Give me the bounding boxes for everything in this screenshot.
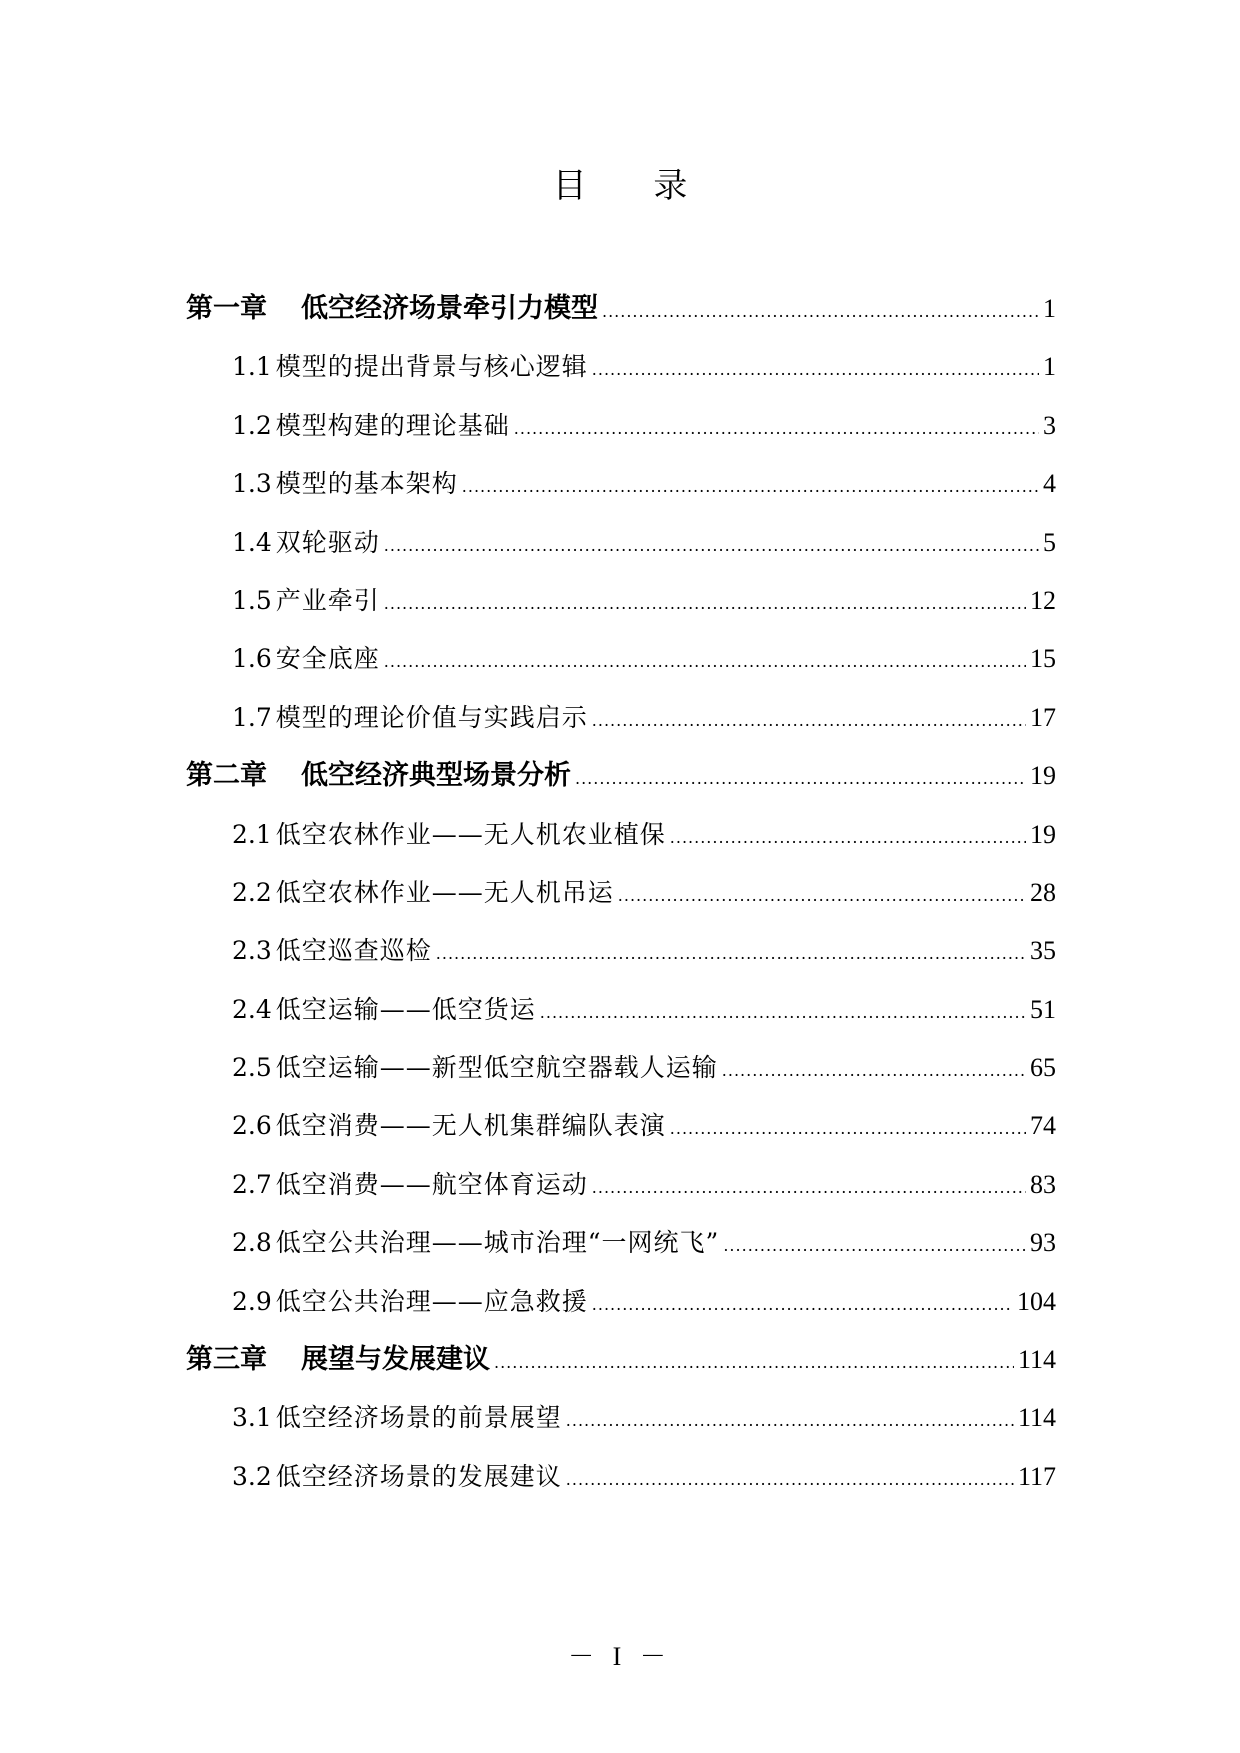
dot-leader	[575, 750, 1026, 808]
dot-leader	[592, 1276, 1013, 1334]
toc-chapter-entry[interactable]	[186, 280, 1056, 338]
toc-entry-title: 模型的基本架构	[275, 469, 458, 499]
dot-leader	[670, 809, 1026, 867]
toc-entry-label	[232, 1156, 588, 1214]
toc-section-entry[interactable]	[186, 1214, 1056, 1272]
toc-entry-label	[232, 981, 536, 1039]
toc-section-entry[interactable]	[186, 1448, 1056, 1506]
toc-entry-number: 1.6	[232, 644, 272, 674]
toc-entry-page-number: 117	[1017, 1461, 1056, 1491]
toc-entry-title: 产业牵引	[275, 585, 380, 615]
toc-entry-label	[186, 280, 598, 338]
toc-entry-number: 2.9	[232, 1286, 272, 1316]
toc-entry-page-number: 4	[1043, 469, 1056, 499]
toc-entry-label	[232, 922, 432, 980]
toc-section-entry[interactable]	[186, 630, 1056, 688]
table-of-contents	[186, 280, 1056, 1506]
toc-entry-title: 安全底座	[275, 644, 380, 674]
toc-entry-number: 1.4	[232, 527, 272, 557]
toc-entry-title: 模型构建的理论基础	[275, 410, 510, 440]
toc-entry-page-number: 17	[1030, 702, 1056, 732]
toc-entry-page-number: 1	[1043, 352, 1056, 382]
toc-section-entry[interactable]	[186, 981, 1056, 1039]
toc-entry-page-number: 5	[1043, 527, 1056, 557]
toc-entry-title: 模型的提出背景与核心逻辑	[275, 352, 588, 382]
toc-entry-number: 2.8	[232, 1228, 272, 1258]
toc-entry-title: 低空运输——低空货运	[275, 994, 536, 1024]
toc-entry-label	[232, 1448, 562, 1506]
toc-entry-page-number: 15	[1030, 644, 1056, 674]
toc-entry-page-number: 65	[1030, 1053, 1056, 1083]
toc-section-entry[interactable]	[186, 397, 1056, 455]
page-number-footer: － I －	[568, 1642, 672, 1671]
toc-entry-number: 1.7	[232, 702, 272, 732]
toc-entry-label	[232, 455, 458, 513]
toc-entry-number: 第一章	[186, 293, 267, 324]
toc-entry-label	[232, 630, 380, 688]
toc-entry-label	[232, 1214, 719, 1272]
dot-leader	[592, 692, 1026, 750]
page-title: 目 录	[552, 166, 716, 206]
toc-entry-title: 低空巡查巡检	[275, 936, 432, 966]
toc-entry-label	[232, 514, 380, 572]
toc-entry-page-number: 19	[1030, 819, 1056, 849]
toc-section-entry[interactable]	[186, 1273, 1056, 1331]
toc-entry-label	[232, 572, 380, 630]
toc-entry-page-number: 3	[1043, 410, 1056, 440]
toc-chapter-entry[interactable]	[186, 747, 1056, 805]
dot-leader	[540, 984, 1026, 1042]
toc-entry-label	[232, 1273, 588, 1331]
dot-leader	[566, 1451, 1014, 1509]
toc-entry-title: 双轮驱动	[275, 527, 380, 557]
toc-entry-title: 模型的理论价值与实践启示	[275, 702, 588, 732]
toc-entry-number: 2.2	[232, 877, 272, 907]
toc-entry-page-number: 114	[1017, 1403, 1056, 1433]
toc-section-entry[interactable]	[186, 864, 1056, 922]
toc-entry-label	[232, 1389, 562, 1447]
dot-leader	[436, 925, 1026, 983]
toc-section-entry[interactable]	[186, 514, 1056, 572]
toc-entry-title: 低空公共治理——城市治理“一网统飞”	[275, 1228, 720, 1258]
toc-entry-page-number: 1	[1043, 294, 1056, 323]
toc-entry-number: 1.2	[232, 410, 272, 440]
toc-entry-number: 2.4	[232, 994, 272, 1024]
toc-entry-title: 低空消费——航空体育运动	[275, 1169, 588, 1199]
toc-chapter-entry[interactable]	[186, 1331, 1056, 1389]
dot-leader	[592, 341, 1039, 399]
toc-section-entry[interactable]	[186, 1389, 1056, 1447]
dot-leader	[494, 1334, 1014, 1392]
toc-entry-page-number: 74	[1030, 1111, 1056, 1141]
toc-entry-number: 2.1	[232, 819, 272, 849]
toc-section-entry[interactable]	[186, 1097, 1056, 1155]
dot-leader	[670, 1100, 1026, 1158]
dot-leader	[722, 1042, 1026, 1100]
toc-entry-label	[186, 747, 571, 805]
toc-section-entry[interactable]	[186, 806, 1056, 864]
toc-entry-page-number: 93	[1030, 1228, 1056, 1258]
dot-leader	[592, 1159, 1026, 1217]
toc-entry-number: 2.5	[232, 1053, 272, 1083]
toc-section-entry[interactable]	[186, 1039, 1056, 1097]
toc-entry-number: 2.6	[232, 1111, 272, 1141]
toc-section-entry[interactable]	[186, 689, 1056, 747]
toc-entry-title: 低空农林作业——无人机吊运	[275, 877, 614, 907]
toc-entry-title: 低空农林作业——无人机农业植保	[275, 819, 666, 849]
toc-entry-page-number: 114	[1017, 1345, 1056, 1375]
toc-entry-page-number: 12	[1030, 585, 1056, 615]
dot-leader	[384, 633, 1026, 691]
dot-leader	[602, 283, 1039, 341]
toc-entry-title: 低空运输——新型低空航空器载人运输	[275, 1053, 718, 1083]
dot-leader	[384, 575, 1026, 633]
toc-entry-number: 3.2	[232, 1461, 272, 1491]
toc-entry-label	[186, 1331, 490, 1389]
toc-entry-label	[232, 1039, 718, 1097]
toc-entry-page-number: 104	[1017, 1286, 1056, 1316]
toc-entry-page-number: 35	[1030, 936, 1056, 966]
toc-entry-page-number: 83	[1030, 1169, 1056, 1199]
toc-entry-page-number: 51	[1030, 994, 1056, 1024]
toc-entry-number: 第二章	[186, 760, 267, 792]
toc-entry-title: 低空经济场景的发展建议	[275, 1461, 562, 1491]
toc-entry-label	[232, 1097, 666, 1155]
toc-entry-title: 展望与发展建议	[301, 1344, 490, 1376]
dot-leader	[566, 1392, 1014, 1450]
toc-section-entry[interactable]	[186, 1156, 1056, 1214]
dot-leader	[462, 458, 1039, 516]
dot-leader	[618, 867, 1026, 925]
dot-leader	[384, 517, 1039, 575]
toc-entry-number: 1.5	[232, 585, 272, 615]
toc-entry-label	[232, 864, 614, 922]
toc-entry-number: 3.1	[232, 1403, 272, 1433]
toc-entry-title: 低空经济场景牵引力模型	[301, 293, 598, 324]
toc-entry-page-number: 19	[1030, 761, 1056, 791]
toc-section-entry[interactable]	[186, 922, 1056, 980]
toc-entry-title: 低空公共治理——应急救援	[275, 1286, 588, 1316]
toc-section-entry[interactable]	[186, 455, 1056, 513]
toc-entry-number: 2.7	[232, 1169, 272, 1199]
toc-entry-label	[232, 806, 666, 864]
toc-section-entry[interactable]	[186, 338, 1056, 396]
toc-section-entry[interactable]	[186, 572, 1056, 630]
toc-entry-number: 1.3	[232, 469, 272, 499]
toc-entry-label	[232, 689, 588, 747]
toc-entry-page-number: 28	[1030, 877, 1056, 907]
toc-entry-label	[232, 397, 510, 455]
toc-entry-label	[232, 338, 588, 396]
dot-leader	[723, 1217, 1026, 1275]
toc-entry-number: 第三章	[186, 1344, 267, 1376]
toc-entry-title: 低空经济典型场景分析	[301, 760, 571, 792]
toc-entry-title: 低空经济场景的前景展望	[275, 1403, 562, 1433]
toc-entry-number: 2.3	[232, 936, 272, 966]
toc-entry-title: 低空消费——无人机集群编队表演	[275, 1111, 666, 1141]
dot-leader	[514, 400, 1039, 458]
toc-entry-number: 1.1	[232, 352, 272, 382]
